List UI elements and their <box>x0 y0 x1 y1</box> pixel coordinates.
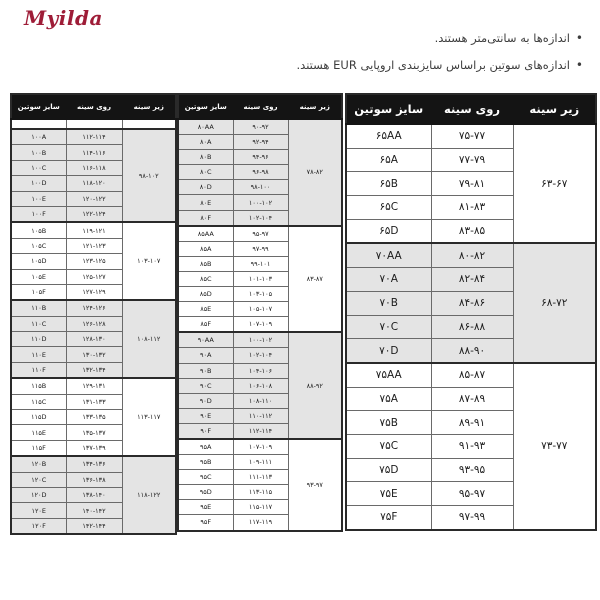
header-over-bust: روی سینه <box>431 94 513 124</box>
bra-size-cell: ۱۱۰C <box>11 316 66 331</box>
bra-size-cell: ۷۰D <box>346 339 431 363</box>
over-bust-cell: ۱۲۶-۱۲۸ <box>66 316 122 331</box>
over-bust-cell: ۱۲۳-۱۲۵ <box>66 254 122 269</box>
bra-size-cell: ۷۰C <box>346 315 431 339</box>
over-bust-cell: ۱۴۲-۱۴۴ <box>66 518 122 534</box>
over-bust-cell: ۱۱۷-۱۱۹ <box>233 515 288 531</box>
bra-size-cell: ۹۵E <box>178 500 233 515</box>
over-bust-cell: ۱۱۲-۱۱۴ <box>66 129 122 145</box>
over-bust-cell: ۷۷-۷۹ <box>431 148 513 172</box>
bra-size-cell: ۱۰۰F <box>11 206 66 222</box>
bra-size-cell: ۸۰F <box>178 210 233 226</box>
bra-size-cell: ۸۰AA <box>178 119 233 135</box>
over-bust-cell: ۱۲۷-۱۲۹ <box>66 284 122 300</box>
over-bust-cell: ۹۶-۹۸ <box>233 165 288 180</box>
under-bust-cell: ۱۱۳-۱۱۷ <box>122 378 176 456</box>
header-row <box>178 94 342 119</box>
size-row <box>178 226 342 242</box>
size-row <box>11 456 176 472</box>
over-bust-cell: ۱۳۷-۱۳۹ <box>66 440 122 456</box>
over-bust-cell: ۱۲۵-۱۲۷ <box>66 269 122 284</box>
bra-size-cell: ۷۰A <box>346 268 431 292</box>
note-item: • اندازه‌ها به سانتی‌متر هستند. <box>297 32 583 46</box>
bra-size-cell: ۱۱۰D <box>11 332 66 347</box>
over-bust-cell: ۱۲۰-۱۲۲ <box>66 191 122 206</box>
size-table-bands-65-75 <box>345 93 597 531</box>
over-bust-cell: ۹۵-۹۷ <box>233 226 288 242</box>
bra-size-cell: ۱۰۰B <box>11 145 66 160</box>
under-bust-cell: ۶۳-۶۷ <box>513 124 596 243</box>
over-bust-cell: ۱۰۰-۱۰۲ <box>233 195 288 210</box>
bra-size-cell: ۹۰F <box>178 423 233 439</box>
over-bust-cell: ۱۳۲-۱۳۴ <box>66 362 122 378</box>
over-bust-cell: ۱۳۸-۱۴۰ <box>66 487 122 502</box>
under-bust-cell: ۷۳-۷۷ <box>513 363 596 530</box>
size-row <box>11 378 176 394</box>
over-bust-cell: ۸۵-۸۷ <box>431 363 513 387</box>
over-bust-cell: ۱۱۹-۱۲۱ <box>66 222 122 238</box>
empty-row <box>11 119 176 129</box>
bra-size-cell: ۸۰C <box>178 165 233 180</box>
header-bra-size: سایز سوتین <box>178 94 233 119</box>
under-bust-cell: ۱۰۳-۱۰۷ <box>122 222 176 300</box>
bra-size-cell: ۱۲۰C <box>11 472 66 487</box>
bra-size-cell: ۸۵E <box>178 302 233 317</box>
bra-size-cell: ۸۰B <box>178 150 233 165</box>
header-over-bust: روی سینه <box>233 94 288 119</box>
header-row <box>11 94 176 119</box>
under-bust-cell: ۶۸-۷۲ <box>513 243 596 362</box>
over-bust-cell: ۱۴۰-۱۴۲ <box>66 503 122 518</box>
over-bust-cell: ۱۳۶-۱۳۸ <box>66 472 122 487</box>
bra-size-cell: ۶۵AA <box>346 124 431 148</box>
over-bust-cell: ۸۰-۸۲ <box>431 243 513 267</box>
over-bust-cell: ۱۱۳-۱۱۵ <box>233 485 288 500</box>
bra-size-cell: ۱۰۵D <box>11 254 66 269</box>
under-bust-cell: ۱۰۸-۱۱۲ <box>122 300 176 378</box>
size-table-bands-100-120 <box>10 93 177 535</box>
over-bust-cell: ۸۱-۸۳ <box>431 196 513 220</box>
bra-size-cell: ۷۵F <box>346 506 431 530</box>
bra-size-cell: ۹۵B <box>178 455 233 470</box>
over-bust-cell: ۱۲۴-۱۲۶ <box>66 300 122 316</box>
size-row <box>346 243 596 267</box>
bra-size-cell: ۶۵A <box>346 148 431 172</box>
bra-size-cell: ۹۰E <box>178 408 233 423</box>
empty-cell <box>122 119 176 129</box>
bra-size-cell: ۱۰۰C <box>11 160 66 175</box>
header-under-bust: زیر سینه <box>288 94 342 119</box>
over-bust-cell: ۱۳۴-۱۳۶ <box>66 456 122 472</box>
bra-size-cell: ۹۵C <box>178 470 233 485</box>
bra-size-cell: ۷۵AA <box>346 363 431 387</box>
over-bust-cell: ۹۳-۹۵ <box>431 458 513 482</box>
bra-size-cell: ۷۵E <box>346 482 431 506</box>
bra-size-cell: ۹۰A <box>178 348 233 363</box>
over-bust-cell: ۱۰۲-۱۰۴ <box>233 348 288 363</box>
over-bust-cell: ۹۵-۹۷ <box>431 482 513 506</box>
size-row <box>11 300 176 316</box>
over-bust-cell: ۱۱۸-۱۲۰ <box>66 176 122 191</box>
over-bust-cell: ۱۱۶-۱۱۸ <box>66 160 122 175</box>
over-bust-cell: ۹۷-۹۹ <box>431 506 513 530</box>
over-bust-cell: ۸۸-۹۰ <box>431 339 513 363</box>
over-bust-cell: ۹۷-۹۹ <box>233 241 288 256</box>
bra-size-cell: ۱۱۵D <box>11 410 66 425</box>
header-bra-size: سایز سوتین <box>11 94 66 119</box>
bra-size-cell: ۱۱۵E <box>11 425 66 440</box>
bra-size-cell: ۷۰AA <box>346 243 431 267</box>
bra-size-cell: ۱۱۰B <box>11 300 66 316</box>
bra-size-cell: ۹۵F <box>178 515 233 531</box>
over-bust-cell: ۱۳۵-۱۳۷ <box>66 425 122 440</box>
bra-size-cell: ۱۱۰F <box>11 362 66 378</box>
over-bust-cell: ۱۰۷-۱۰۹ <box>233 439 288 455</box>
header-under-bust: زیر سینه <box>513 94 596 124</box>
over-bust-cell: ۱۰۹-۱۱۱ <box>233 455 288 470</box>
brand-logo: Myilda <box>24 6 103 30</box>
under-bust-cell: ۸۳-۸۷ <box>288 226 342 333</box>
under-bust-cell: ۹۳-۹۷ <box>288 439 342 531</box>
over-bust-cell: ۸۶-۸۸ <box>431 315 513 339</box>
size-row <box>346 124 596 148</box>
bra-size-cell: ۱۱۵B <box>11 378 66 394</box>
over-bust-cell: ۷۹-۸۱ <box>431 172 513 196</box>
over-bust-cell: ۱۰۳-۱۰۵ <box>233 287 288 302</box>
header-under-bust: زیر سینه <box>122 94 176 119</box>
over-bust-cell: ۱۲۲-۱۲۴ <box>66 206 122 222</box>
over-bust-cell: ۱۰۱-۱۰۳ <box>233 271 288 286</box>
bra-size-cell: ۶۵B <box>346 172 431 196</box>
bra-size-cell: ۱۰۵B <box>11 222 66 238</box>
notes-list <box>297 32 583 86</box>
over-bust-cell: ۱۱۴-۱۱۶ <box>66 145 122 160</box>
under-bust-cell: ۷۸-۸۲ <box>288 119 342 226</box>
bra-size-cell: ۱۲۰F <box>11 518 66 534</box>
over-bust-cell: ۱۰۵-۱۰۷ <box>233 302 288 317</box>
size-row <box>11 129 176 145</box>
under-bust-cell: ۸۸-۹۲ <box>288 332 342 439</box>
bra-size-cell: ۸۵AA <box>178 226 233 242</box>
over-bust-cell: ۹۰-۹۲ <box>233 119 288 135</box>
header-over-bust: روی سینه <box>66 94 122 119</box>
over-bust-cell: ۹۸-۱۰۰ <box>233 180 288 195</box>
bra-size-cell: ۹۰AA <box>178 332 233 348</box>
over-bust-cell: ۱۰۰-۱۰۲ <box>233 332 288 348</box>
bra-size-cell: ۱۰۰E <box>11 191 66 206</box>
bra-size-cell: ۸۵D <box>178 287 233 302</box>
bra-size-cell: ۷۵A <box>346 387 431 411</box>
over-bust-cell: ۸۴-۸۶ <box>431 291 513 315</box>
size-row <box>178 439 342 455</box>
over-bust-cell: ۱۰۶-۱۰۸ <box>233 378 288 393</box>
over-bust-cell: ۹۲-۹۴ <box>233 135 288 150</box>
over-bust-cell: ۸۹-۹۱ <box>431 411 513 435</box>
over-bust-cell: ۹۴-۹۶ <box>233 150 288 165</box>
bra-size-cell: ۸۵F <box>178 317 233 333</box>
bra-size-cell: ۸۰A <box>178 135 233 150</box>
bra-size-cell: ۸۵B <box>178 256 233 271</box>
bra-size-cell: ۸۵C <box>178 271 233 286</box>
empty-cell <box>66 119 122 129</box>
bra-size-cell: ۱۰۰D <box>11 176 66 191</box>
over-bust-cell: ۸۷-۸۹ <box>431 387 513 411</box>
under-bust-cell: ۹۸-۱۰۲ <box>122 129 176 222</box>
bra-size-cell: ۷۵B <box>346 411 431 435</box>
over-bust-cell: ۱۳۱-۱۳۳ <box>66 394 122 409</box>
bra-size-cell: ۱۰۵F <box>11 284 66 300</box>
over-bust-cell: ۹۱-۹۳ <box>431 434 513 458</box>
bra-size-cell: ۱۰۵C <box>11 238 66 253</box>
bra-size-cell: ۸۵A <box>178 241 233 256</box>
size-row <box>11 222 176 238</box>
over-bust-cell: ۱۳۳-۱۳۵ <box>66 410 122 425</box>
bra-size-cell: ۶۵D <box>346 219 431 243</box>
bra-size-cell: ۱۲۰D <box>11 487 66 502</box>
under-bust-cell: ۱۱۸-۱۲۲ <box>122 456 176 534</box>
bra-size-cell: ۹۰D <box>178 393 233 408</box>
over-bust-cell: ۹۹-۱۰۱ <box>233 256 288 271</box>
over-bust-cell: ۱۰۷-۱۰۹ <box>233 317 288 333</box>
bra-size-cell: ۱۱۵C <box>11 394 66 409</box>
bra-size-cell: ۹۰C <box>178 378 233 393</box>
bra-size-cell: ۷۰B <box>346 291 431 315</box>
size-table-bands-80-95 <box>177 93 343 532</box>
over-bust-cell: ۱۲۹-۱۳۱ <box>66 378 122 394</box>
bra-size-cell: ۱۲۰E <box>11 503 66 518</box>
header-row <box>346 94 596 124</box>
bra-size-cell: ۱۰۵E <box>11 269 66 284</box>
bra-size-cell: ۸۰E <box>178 195 233 210</box>
over-bust-cell: ۱۱۰-۱۱۲ <box>233 408 288 423</box>
over-bust-cell: ۱۰۸-۱۱۰ <box>233 393 288 408</box>
over-bust-cell: ۸۳-۸۵ <box>431 219 513 243</box>
over-bust-cell: ۷۵-۷۷ <box>431 124 513 148</box>
over-bust-cell: ۱۱۵-۱۱۷ <box>233 500 288 515</box>
empty-cell <box>11 119 66 129</box>
size-row <box>346 363 596 387</box>
bra-size-cell: ۱۰۰A <box>11 129 66 145</box>
over-bust-cell: ۱۲۸-۱۳۰ <box>66 332 122 347</box>
over-bust-cell: ۸۲-۸۴ <box>431 268 513 292</box>
size-row <box>178 119 342 135</box>
header-bra-size: سایز سوتین <box>346 94 431 124</box>
bra-size-cell: ۹۵D <box>178 485 233 500</box>
bra-size-cell: ۹۰B <box>178 363 233 378</box>
bra-size-cell: ۹۵A <box>178 439 233 455</box>
over-bust-cell: ۱۱۲-۱۱۴ <box>233 423 288 439</box>
bra-size-cell: ۷۵C <box>346 434 431 458</box>
size-row <box>178 332 342 348</box>
over-bust-cell: ۱۰۲-۱۰۴ <box>233 210 288 226</box>
note-item: • اندازه‌های سوتین براساس سایزبندی اروپایی EUR هستند. <box>297 59 583 73</box>
bra-size-cell: ۱۱۵F <box>11 440 66 456</box>
over-bust-cell: ۱۳۰-۱۳۲ <box>66 347 122 362</box>
bra-size-cell: ۸۰D <box>178 180 233 195</box>
over-bust-cell: ۱۰۴-۱۰۶ <box>233 363 288 378</box>
bra-size-cell: ۶۵C <box>346 196 431 220</box>
bra-size-cell: ۱۱۰E <box>11 347 66 362</box>
bra-size-cell: ۱۲۰B <box>11 456 66 472</box>
bra-size-cell: ۷۵D <box>346 458 431 482</box>
over-bust-cell: ۱۱۱-۱۱۳ <box>233 470 288 485</box>
over-bust-cell: ۱۲۱-۱۲۳ <box>66 238 122 253</box>
